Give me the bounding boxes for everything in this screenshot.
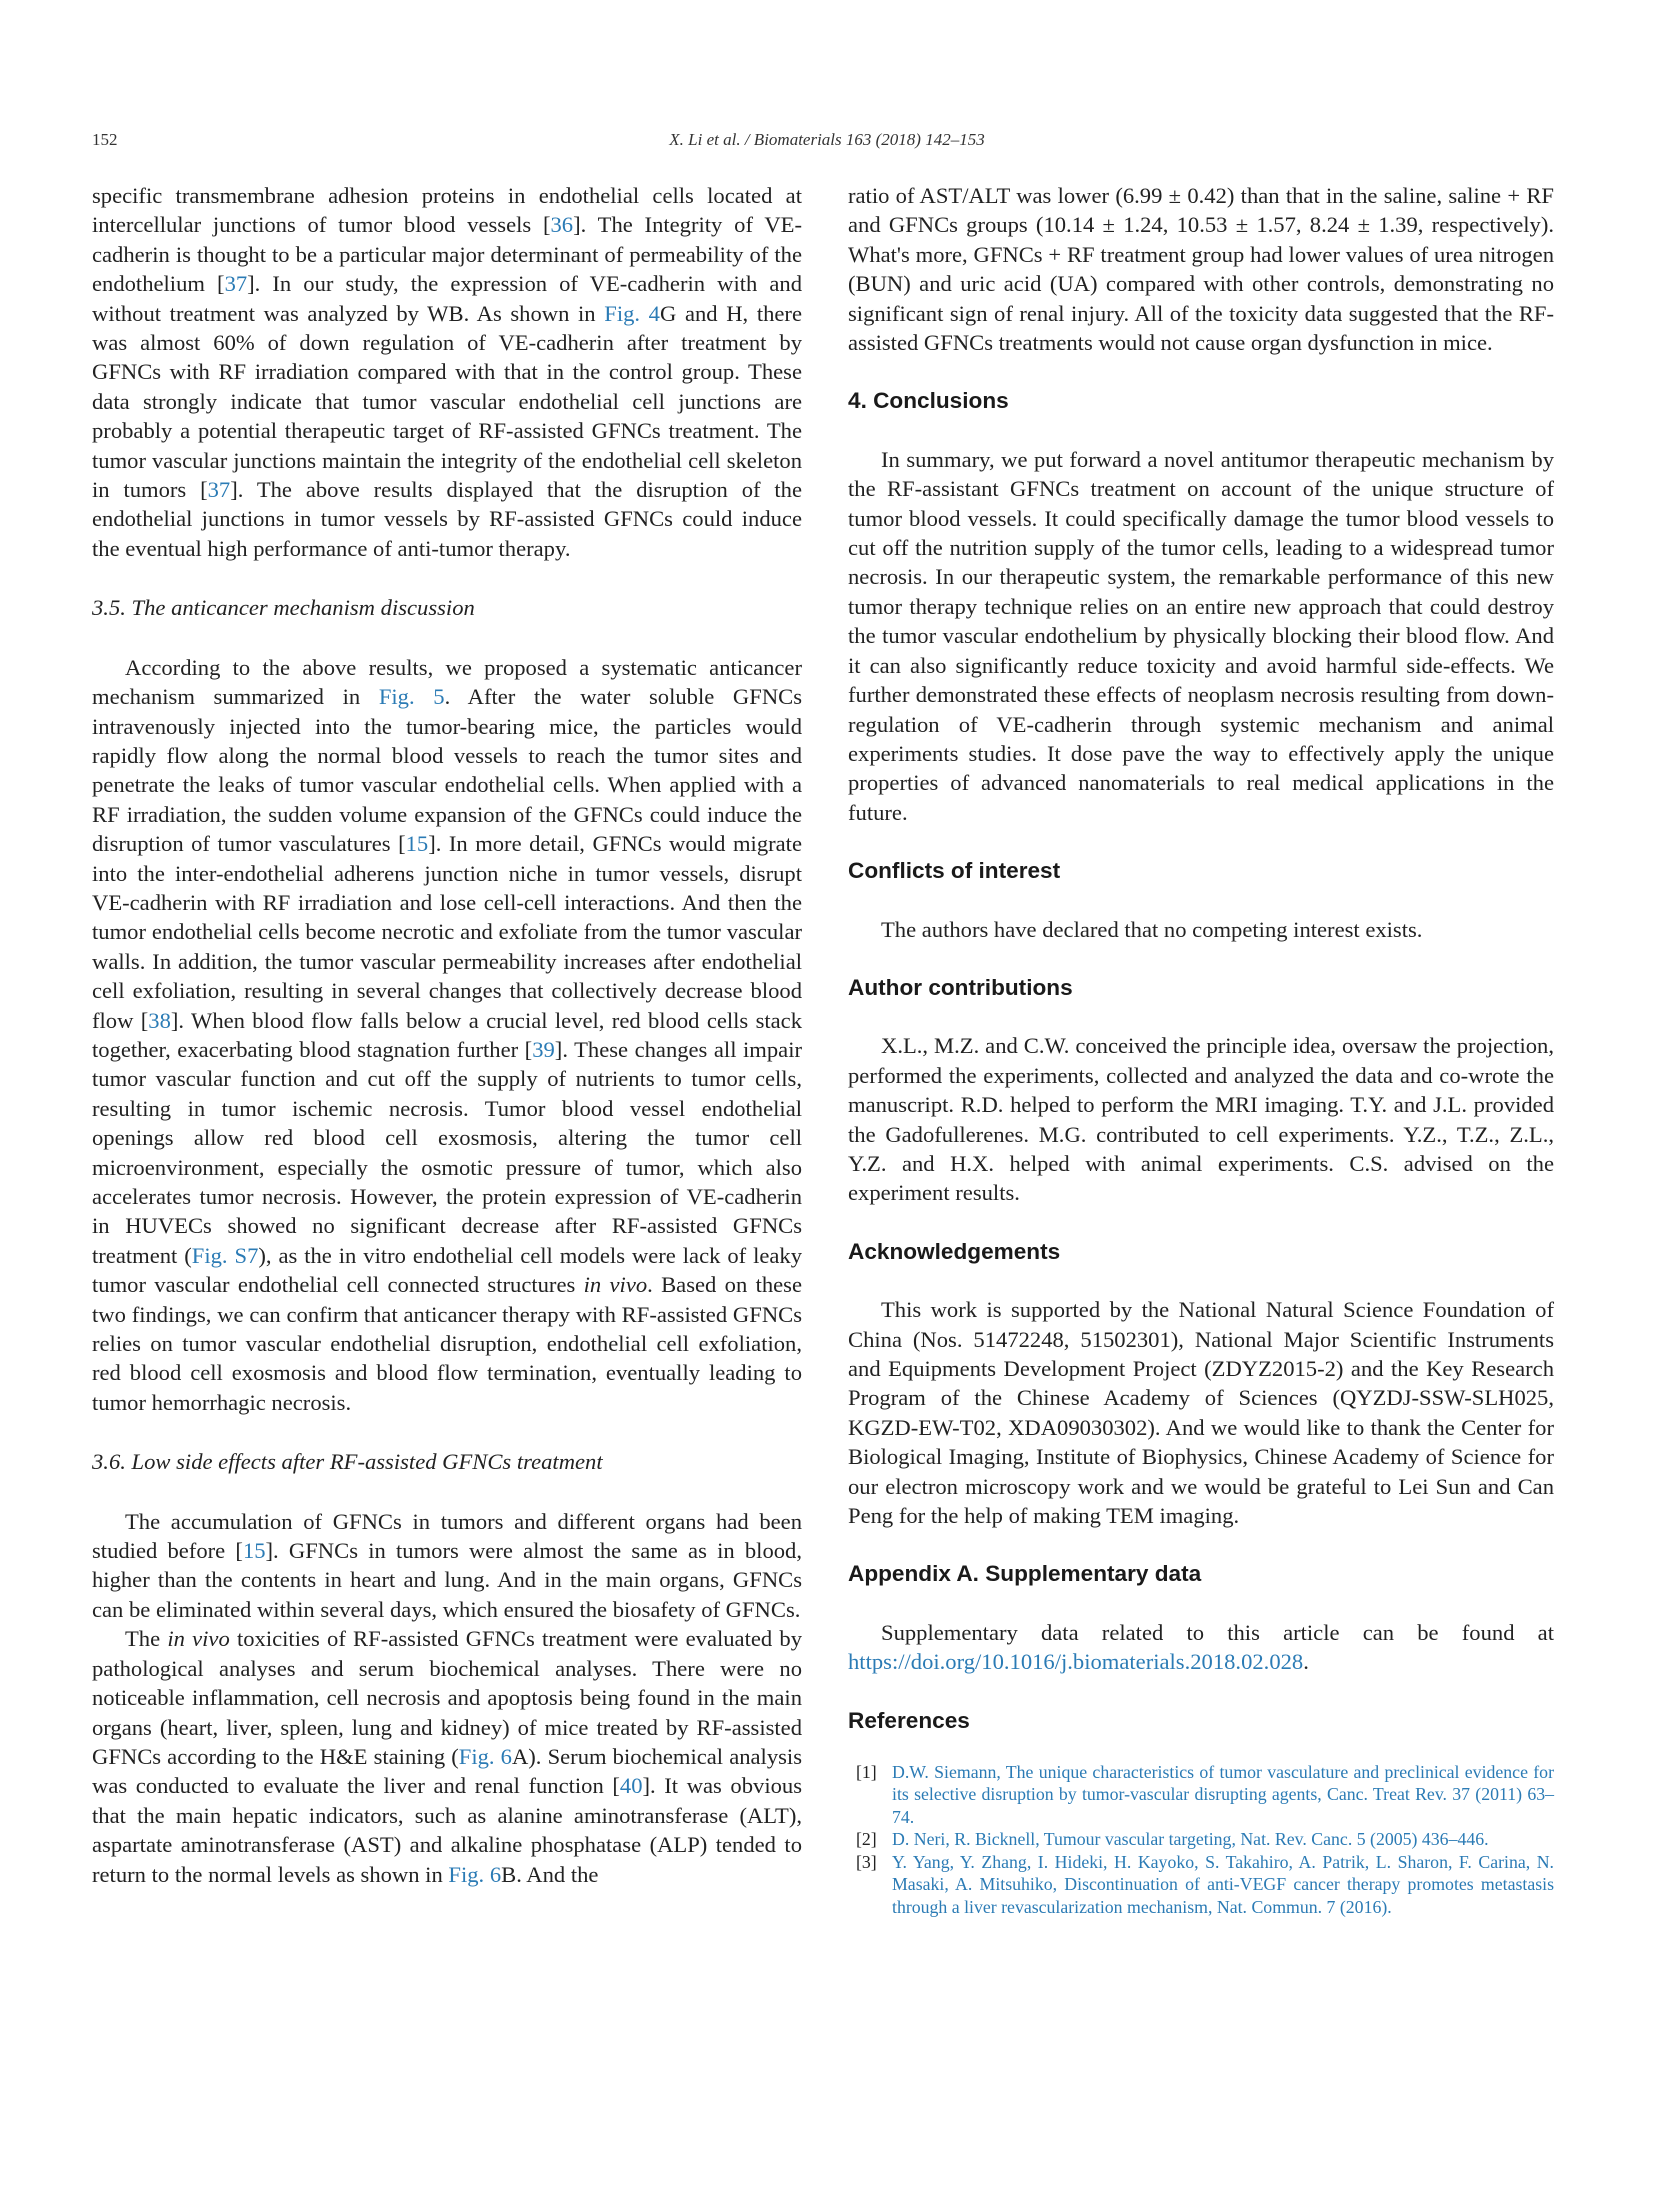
reference-text: Y. Yang, Y. Zhang, I. Hideki, H. Kayoko, S. Takahiro, A. Patrik, L. Sharon, F. Carina, N. Masaki, A. Mitsuhiko, Discontinuation of anti-VEGF cancer therapy promotes metastasis through a liver revascularization mechanism, Nat. Commun. 7 (2016). xyxy=(892,1851,1554,1917)
ref-link-38[interactable]: 38 xyxy=(148,1007,171,1033)
figure-link-fig6a[interactable]: Fig. 6 xyxy=(458,1743,512,1769)
italic-term: in vivo xyxy=(167,1626,230,1652)
text-run: . xyxy=(1303,1649,1309,1675)
doi-link[interactable]: https://doi.org/10.1016/j.biomaterials.2018.02.028 xyxy=(848,1649,1304,1675)
reference-text: D.W. Siemann, The unique characteristics of tumor vasculature and preclinical evidence for its selective disruption by tumor-vascular disrupting agents, Canc. Treat Rev. 37 (2011) 63–74. xyxy=(892,1762,1554,1827)
text-run: specific transmembrane adhesion proteins in endothelial cells located at intercellular junctions of tumor blood vessels [ xyxy=(92,183,802,238)
text-run: . Based on these two findings, we can confirm that anticancer therapy with RF-assisted GFNCs relies on tumor vascular endothelial disruption, endothelial cell exfoliation, red blood cell exosmosis and blood flow termination, eventually leading to tumor hemorrhagic necrosis. xyxy=(92,1272,802,1415)
text-run: ]. GFNCs in tumors were almost the same as in blood, higher than the contents in heart and lung. And in the main organs, GFNCs can be eliminated within several days, which ensured the biosafety of GFNCs. xyxy=(92,1538,802,1622)
figure-link-fig4[interactable]: Fig. 4 xyxy=(604,300,660,326)
text-run: ]. These changes all impair tumor vascular function and cut off the supply of nutrients to tumor cells, resulting in tumor ischemic necrosis. Tumor blood vessel endothelial openings allow red blood cell exosmosis, altering the tumor cell microenvironment, especially the osmotic pressure of tumor, which also accelerates tumor necrosis. However, the protein expression of VE-cadherin in HUVECs showed no significant decrease after RF-assisted GFNCs treatment ( xyxy=(92,1036,802,1268)
ref-link-39[interactable]: 39 xyxy=(532,1036,555,1062)
left-column xyxy=(92,181,802,1889)
ref-link-40[interactable]: 40 xyxy=(619,1773,643,1799)
reference-item[interactable] xyxy=(848,1761,1554,1828)
paragraph-toxicities xyxy=(92,1624,802,1889)
section-heading-references: References xyxy=(848,1707,970,1733)
right-column xyxy=(848,181,1554,1918)
ref-link-37[interactable]: 37 xyxy=(224,271,248,297)
paragraph-accumulation xyxy=(92,1507,802,1625)
text-run: G and H, there was almost 60% of down regulation of VE-cadherin after treatment by GFNCs with RF irradiation compared with that in the control group. These data strongly indicate that tumor vascular endothelial cell junctions are probably a potential therapeutic target of RF-assisted GFNCs treatment. The tumor vascular junctions maintain the integrity of the endothelial cell skeleton in tumors [ xyxy=(92,300,802,503)
italic-term: in vivo xyxy=(583,1272,648,1298)
section-heading-acknowledgements: Acknowledgements xyxy=(848,1238,1061,1264)
ref-link-36[interactable]: 36 xyxy=(550,212,574,238)
ref-link-15[interactable]: 15 xyxy=(242,1538,266,1564)
ref-link-37[interactable]: 37 xyxy=(207,477,231,503)
paragraph-anticancer-mechanism xyxy=(92,653,802,1418)
running-header-citation: X. Li et al. / Biomaterials 163 (2018) 142–153 xyxy=(669,130,985,149)
text-run: ]. The Integrity of VE-cadherin is thought to be a particular major determinant of permeability of the endothelium [ xyxy=(92,212,802,297)
section-heading-3-6: 3.6. Low side effects after RF-assisted GFNCs treatment xyxy=(92,1449,603,1475)
reference-item[interactable] xyxy=(848,1851,1554,1918)
text-run: Supplementary data related to this article can be found at xyxy=(881,1619,1554,1645)
paragraph-acknowledgements: This work is supported by the National Natural Science Foundation of China (Nos. 51472248, 51502301), National Major Scientific Instruments and Equipments Development Project (ZDYZ2015-2) and the Key Research Program of the Chinese Academy of Sciences (QYZDJ-SSW-SLH025, KGZD-EW-T02, XDA09030302). And we would like to thank the Center for Biological Imaging, Institute of Biophysics, Chinese Academy of Science for our electron microscopy work and we would be grateful to Lei Sun and Can Peng for the help of making TEM imaging. xyxy=(848,1297,1554,1529)
reference-number: [2] xyxy=(856,1829,877,1850)
text-run: ]. In our study, the expression of VE-cadherin with and without treatment was analyzed by WB. As shown in xyxy=(92,271,802,326)
text-run: toxicities of RF-assisted GFNCs treatment were evaluated by pathological analyses and serum biochemical analyses. There were no noticeable inflammation, cell necrosis and apoptosis being found in the main organs (heart, liver, spleen, lung and kidney) of mice treated by RF-assisted GFNCs according to the H&E staining ( xyxy=(92,1626,802,1769)
paragraph-conflicts: The authors have declared that no competing interest exists. xyxy=(881,916,1423,942)
paragraph-vascular-junctions xyxy=(92,181,802,563)
ref-link-15[interactable]: 15 xyxy=(405,831,429,857)
reference-item[interactable] xyxy=(848,1828,1554,1850)
text-run: The xyxy=(125,1626,168,1652)
figure-link-fig5[interactable]: Fig. 5 xyxy=(378,684,445,710)
section-heading-conflicts: Conflicts of interest xyxy=(848,858,1061,884)
figure-link-fig-s7[interactable]: Fig. S7 xyxy=(191,1242,259,1268)
text-run: A). Serum biochemical analysis was conducted to evaluate the liver and renal function [ xyxy=(92,1743,802,1799)
text-run: According to the above results, we proposed a systematic anticancer mechanism summarized in xyxy=(92,654,802,710)
reference-text: D. Neri, R. Bicknell, Tumour vascular targeting, Nat. Rev. Canc. 5 (2005) 436–446. xyxy=(892,1829,1489,1850)
text-run: ]. In more detail, GFNCs would migrate into the inter-endothelial adherens junction niche in tumor vessels, disrupt VE-cadherin with RF irradiation and lose cell-cell interactions. And then the tumor endothelial cells become necrotic and exfoliate from the tumor vascular walls. In addition, the tumor vascular permeability increases after endothelial cell exfoliation, resulting in several changes that collectively decrease blood flow [ xyxy=(92,831,802,1033)
section-heading-author-contributions: Author contributions xyxy=(848,974,1073,1000)
reference-number: [3] xyxy=(856,1851,877,1872)
reference-list xyxy=(848,1761,1554,1918)
reference-number: [1] xyxy=(856,1762,877,1783)
text-run: The accumulation of GFNCs in tumors and different organs had been studied before [ xyxy=(92,1508,802,1564)
page-number: 152 xyxy=(92,130,118,149)
paragraph-author-contributions: X.L., M.Z. and C.W. conceived the principle idea, oversaw the projection, performed the experiments, collected and analyzed the data and co-wrote the manuscript. R.D. helped to perform the MRI imaging. T.Y. and J.L. provided the Gadofullerenes. M.G. contributed to cell experiments. Y.Z., T.Z., Z.L., Y.Z. and H.X. helped with animal experiments. C.S. advised on the experiment results. xyxy=(848,1033,1554,1206)
text-run: ), as the in vitro endothelial cell models were lack of leaky tumor vascular endothelial cell connected structures xyxy=(92,1242,803,1298)
figure-link-fig6b[interactable]: Fig. 6 xyxy=(448,1861,502,1887)
text-run: ]. It was obvious that the main hepatic indicators, such as alanine aminotransferase (ALT), aspartate aminotransferase (AST) and alkaline phosphatase (ALP) tended to return to the normal levels as shown in xyxy=(92,1773,802,1887)
section-heading-3-5: 3.5. The anticancer mechanism discussion xyxy=(92,595,475,621)
section-heading-conclusions: 4. Conclusions xyxy=(848,388,1009,414)
text-run: ]. The above results displayed that the disruption of the endothelial junctions in tumor vessels by RF-assisted GFNCs could induce the eventual high performance of anti-tumor therapy. xyxy=(92,477,802,561)
text-run: B. And the xyxy=(501,1861,599,1887)
paragraph-ast-alt-ratio: ratio of AST/ALT was lower (6.99 ± 0.42) than that in the saline, saline + RF and GFNCs groups (10.14 ± 1.24, 10.53 ± 1.57, 8.24 ± 1.39, respectively). What's more, GFNCs + RF treatment group had lower values of urea nitrogen (BUN) and uric acid (UA) compared with other controls, demonstrating no significant sign of renal injury. All of the toxicity data suggested that the RF-assisted GFNCs treatments would not cause organ dysfunction in mice. xyxy=(848,183,1554,356)
text-run: . After the water soluble GFNCs intravenously injected into the tumor-bearing mice, the particles would rapidly flow along the normal blood vessels to reach the tumor sites and penetrate the leaks of tumor vascular endothelial cells. When applied with a RF irradiation, the sudden volume expansion of the GFNCs could induce the disruption of tumor vasculatures [ xyxy=(92,684,802,857)
section-heading-appendix: Appendix A. Supplementary data xyxy=(848,1561,1202,1587)
text-run: ]. When blood flow falls below a crucial level, red blood cells stack together, exacerbating blood stagnation further [ xyxy=(92,1007,802,1062)
paragraph-supplementary xyxy=(848,1618,1554,1677)
paragraph-conclusions: In summary, we put forward a novel antitumor therapeutic mechanism by the RF-assistant GFNCs treatment on account of the unique structure of tumor blood vessels. It could specifically damage the tumor blood vessels to cut off the nutrition supply of the tumor cells, leading to a widespread tumor necrosis. In our therapeutic system, the remarkable performance of this new tumor therapy technique relies on an entire new approach that could destroy the tumor vascular endothelium by physically blocking their blood flow. And it can also significantly reduce toxicity and avoid harmful side-effects. We further demonstrated these effects of neoplasm necrosis resulting from down-regulation of VE-cadherin through systemic mechanism and animal experiments studies. It dose pave the way to effectively apply the unique properties of advanced nanomaterials to real medical applications in the future. xyxy=(848,446,1554,825)
